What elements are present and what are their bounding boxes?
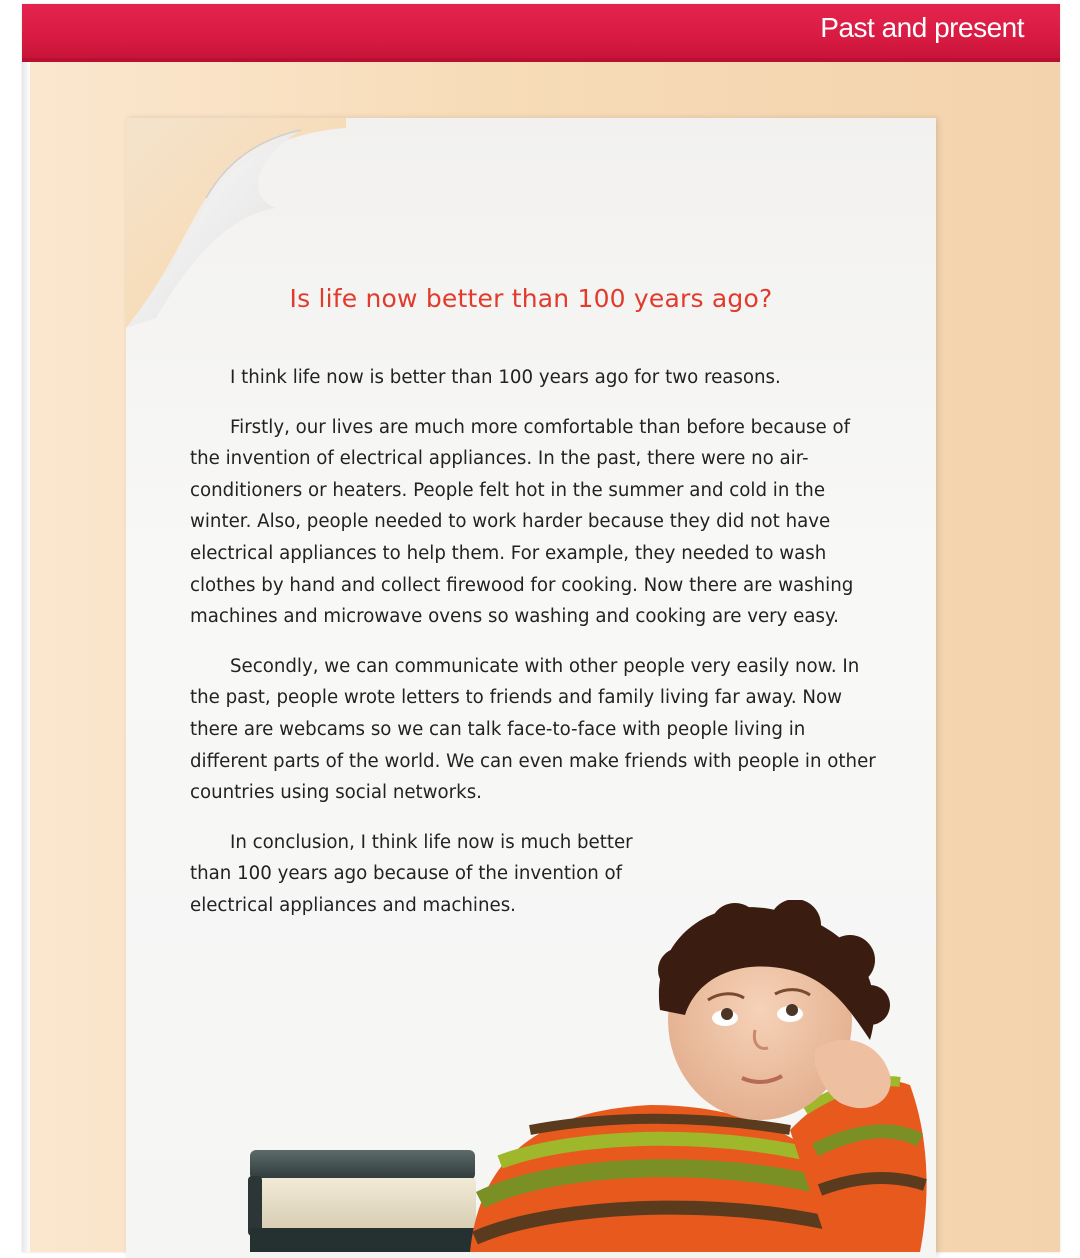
- essay-body: [190, 362, 880, 940]
- essay-paragraph-conclusion: In conclusion, I think life now is much better than 100 years ago because of the invention of electrical appliances and machines.: [190, 831, 633, 916]
- section-title: Past and present: [820, 12, 1024, 43]
- essay-paragraph-secondly: Secondly, we can communicate with other people very easily now. In the past, people wrote letters to friends and family living far away. Now there are webcams so we can talk face-to-face with people living in different parts of the world. We can even make friends with people in other countries using social networks.: [190, 655, 876, 804]
- essay-title: Is life now better than 100 years ago?: [289, 284, 773, 313]
- essay-paragraph-intro: I think life now is better than 100 years ago for two reasons.: [230, 367, 781, 388]
- essay-paragraph-firstly: Firstly, our lives are much more comfortable than before because of the invention of electrical appliances. In the past, there were no air-conditioners or heaters. People felt hot in the summer and cold in the winter. Also, people needed to work harder because they did not have electrical appliances to help them. For example, they needed to wash clothes by hand and collect firewood for cooking. Now there are washing machines and microwave ovens so washing and cooking are very easy.: [190, 416, 854, 628]
- book-stack-icon: [248, 1150, 476, 1252]
- page-edge: [22, 4, 30, 1252]
- section-banner: [22, 4, 1060, 62]
- boy-with-books-illustration: [230, 900, 990, 1252]
